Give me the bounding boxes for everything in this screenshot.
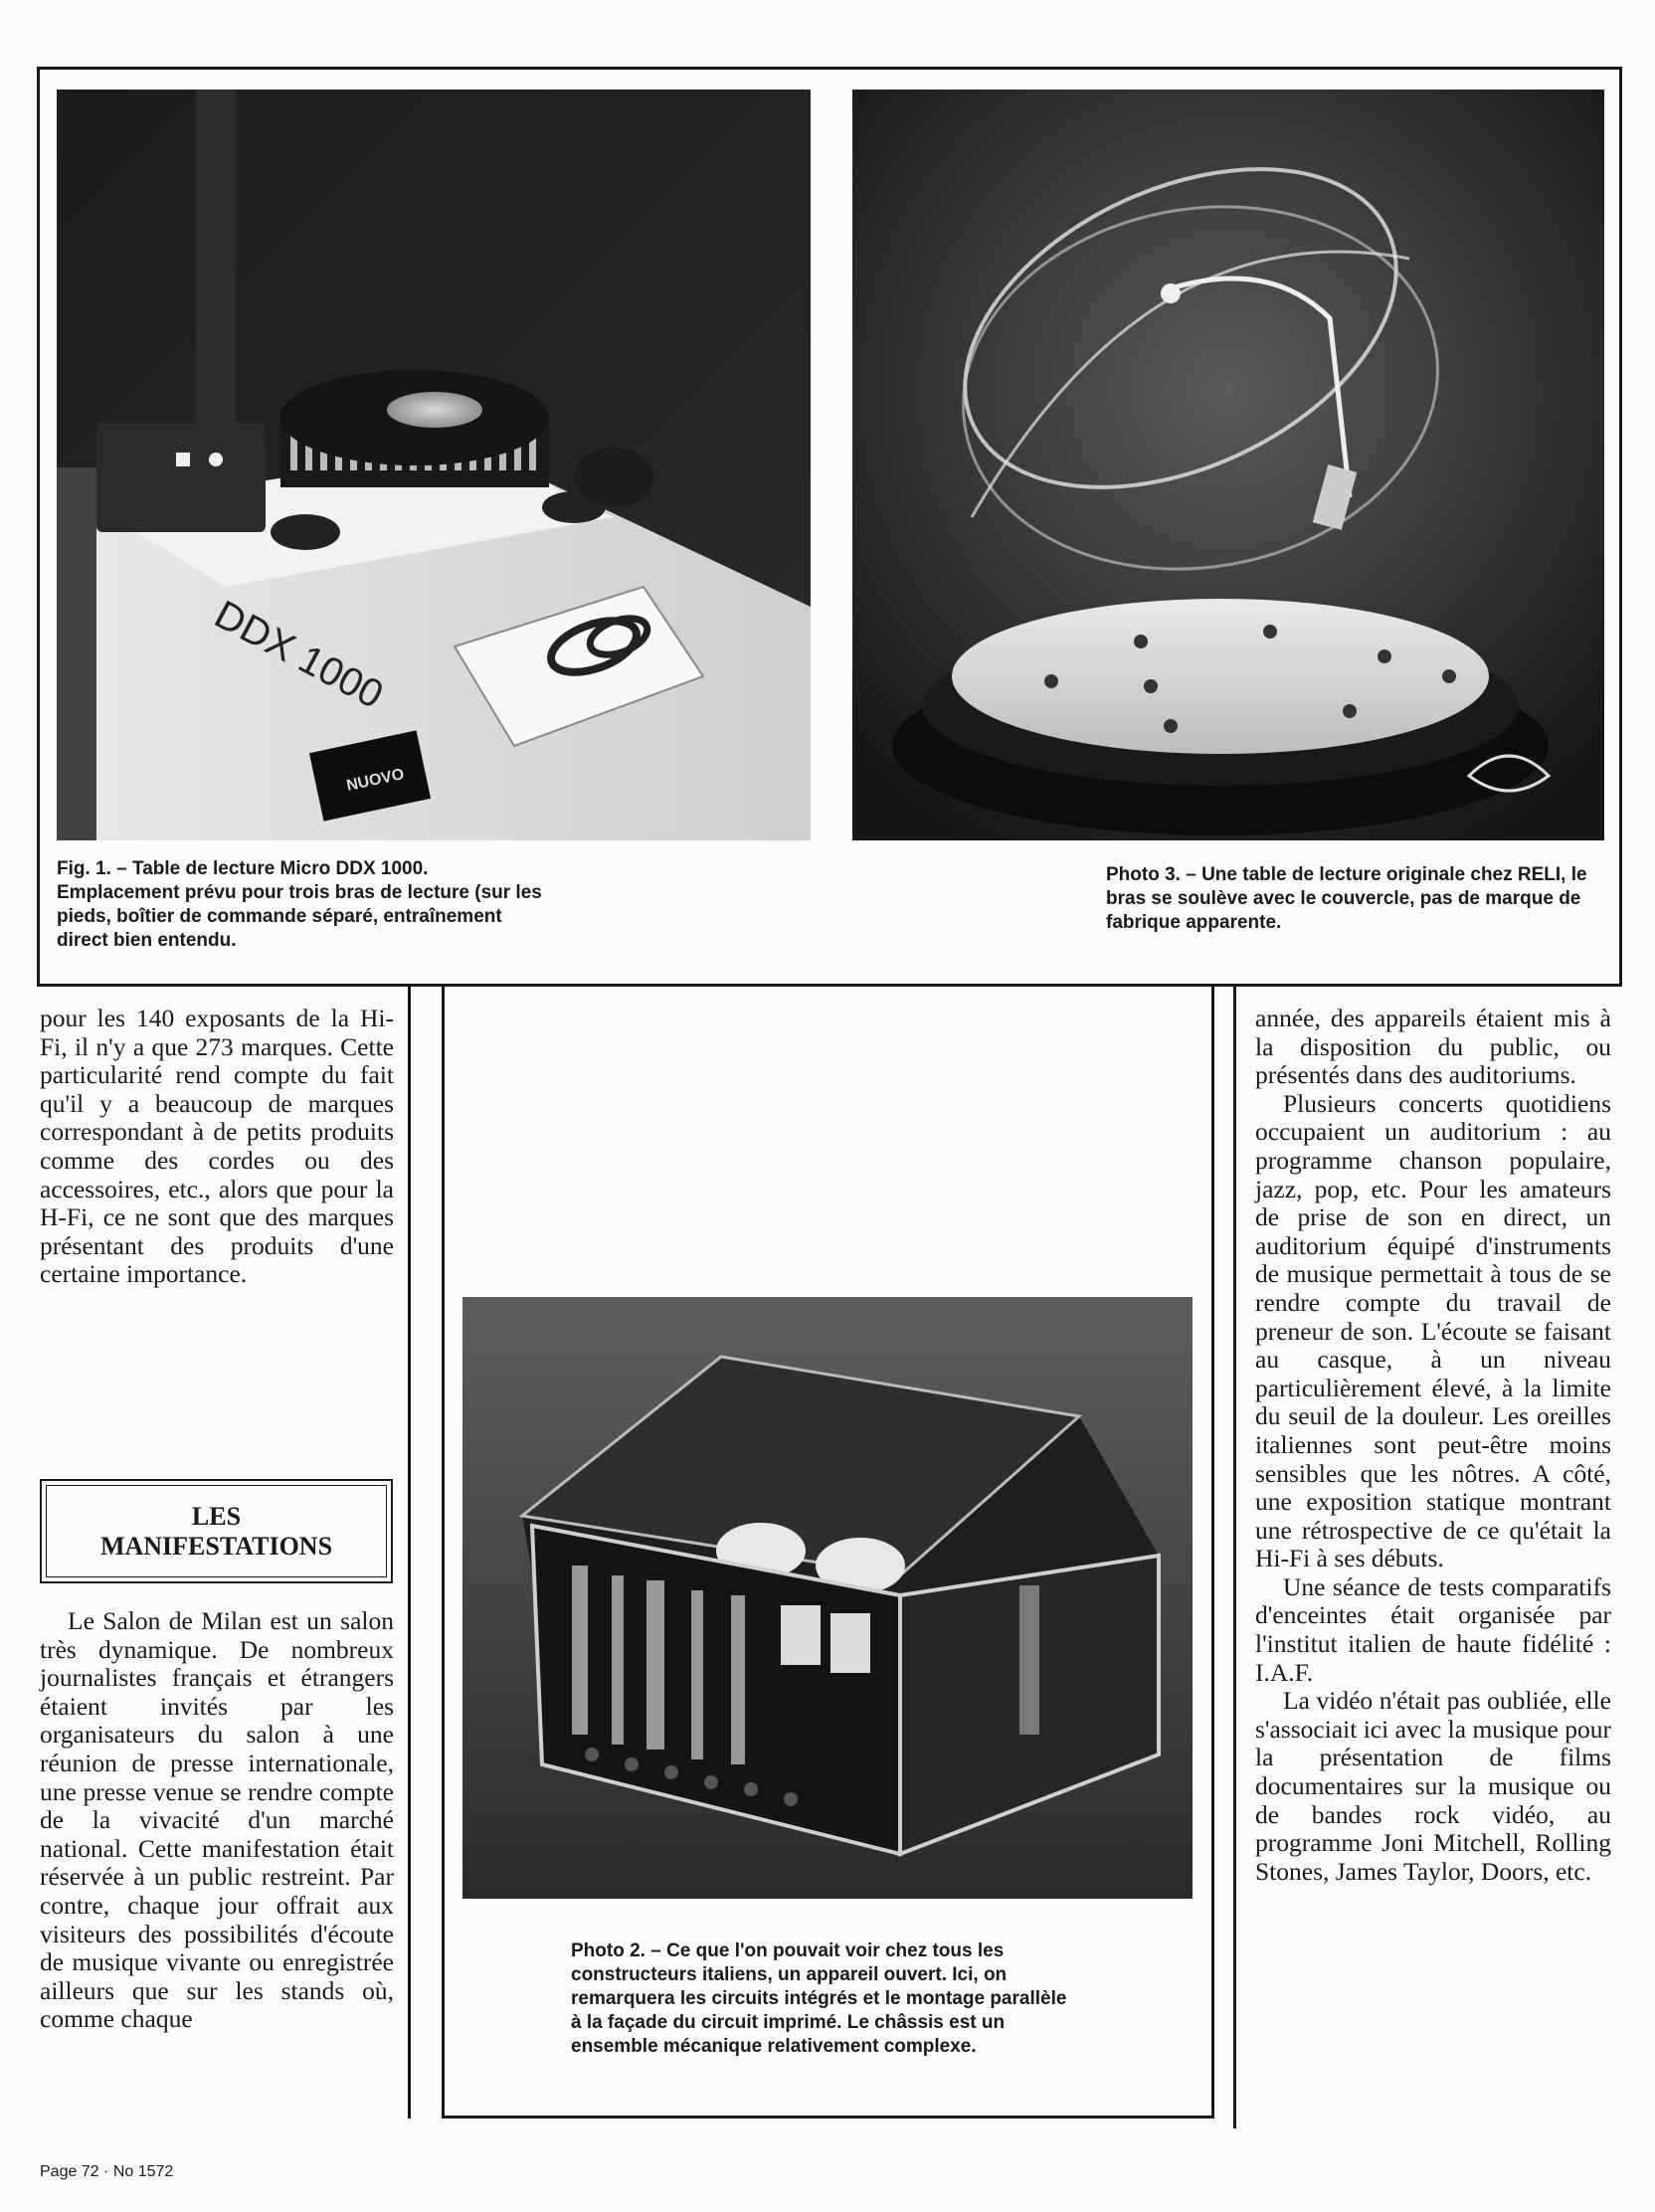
right-p4: La vidéo n'était pas oubliée, elle s'associait ici avec la musique pour la présentation de films documentaires sur la musique ou de bandes rock vidéo, au programme Joni Mitchell, Rolling Stones, James Taylor, Doors, etc. (1255, 1686, 1611, 1886)
fig1-turntable-illustration (57, 90, 811, 840)
fig1-caption-text: – Table de lecture Micro DDX 1000. Emplacement prévu pour trois bras de lecture (sur les pieds, boîtier de commande séparé, entraînement direct bien entendu. (57, 858, 542, 951)
section-heading: LES MANIFESTATIONS (99, 1501, 333, 1561)
right-p2: Plusieurs concerts quotidiens occupaient un auditorium : au programme chanson populaire, jazz, pop, etc. Pour les amateurs de prise de son en direct, un auditorium équipé d'instruments de musique permettait à tous de se rendre compte du travail de preneur de son. L'écoute se faisant au casque, à un niveau particulièrement élevé, à la limite du seuil de la douleur. Les oreilles italiennes sont peut-être moins sensibles que les nôtres. A côté, une exposition statique montrant une rétrospective de ce qu'était la Hi-Fi à ses débuts. (1255, 1088, 1611, 1573)
fig1-caption (57, 857, 554, 953)
right-column-rule (1233, 985, 1236, 2128)
right-p3: Une séance de tests comparatifs d'enceintes était organisée par l'institut italien de haute fidélité : I.A.F. (1255, 1571, 1611, 1687)
left-p1: pour les 140 exposants de la Hi-Fi, il n'y a que 273 marques. Cette particularité rend compte du fait qu'il y a beaucoup de marques correspondant à de petits produits comme des cordes ou des accessoires, etc., alors que pour la H-Fi, ce ne sont que des marques présentant des produits d'une certaine importance. (40, 1004, 394, 1289)
photo3-reli-turntable (852, 90, 1604, 840)
photo2-caption (571, 1939, 1078, 2059)
left-column-paragraph-1 (40, 1005, 394, 1289)
right-column (1255, 1005, 1611, 1886)
page-footer: Page 72 · No 1572 (40, 2163, 174, 2180)
left-column-rule (408, 985, 411, 2119)
right-p1: année, des appareils étaient mis à la disposition du public, ou présentés dans des auditoriums. (1255, 1004, 1611, 1090)
photo3-turntable-illustration (852, 90, 1604, 840)
left-column-paragraph-2 (40, 1607, 394, 2034)
fig1-turntable-photo (57, 90, 811, 840)
photo2-open-amplifier (462, 1297, 1193, 1899)
photo2-amplifier-illustration (462, 1297, 1193, 1899)
fig1-caption-label: Fig. 1. (57, 858, 111, 879)
section-heading-inner-border (46, 1485, 387, 1577)
ddx-label: DDX 1000 (207, 592, 391, 718)
photo3-caption-text: – Une table de lecture originale chez RELI, le bras se soulève avec le couvercle, pas de marque de fabrique apparente. (1106, 864, 1587, 933)
photo2-caption-label: Photo 2. (571, 1940, 645, 1961)
photo3-caption (1106, 863, 1601, 935)
nuovo-label: NUOVO (344, 766, 406, 795)
photo3-caption-label: Photo 3. (1106, 864, 1181, 885)
photo2-caption-text: – Ce que l'on pouvait voir chez tous les constructeurs italiens, un appareil ouvert. Ici, on remarquera les circuits intégrés et le montage parallèle à la façade du circuit imprimé. Le châssis est un ensemble mécanique relativement complexe. (571, 1940, 1067, 2057)
left-p2: Le Salon de Milan est un salon très dynamique. De nombreux journalistes français et étrangers étaient invités par les organisateurs du salon à une réunion de presse internationale, une presse venue se rendre compte de la vivacité d'un marché national. Cette manifestation était réservée à un public restreint. Par contre, chaque jour offrait aux visiteurs des possibilités d'écoute de musique vivante ou enregistrée ailleurs que sur les stands où, comme chaque (40, 1606, 394, 2034)
